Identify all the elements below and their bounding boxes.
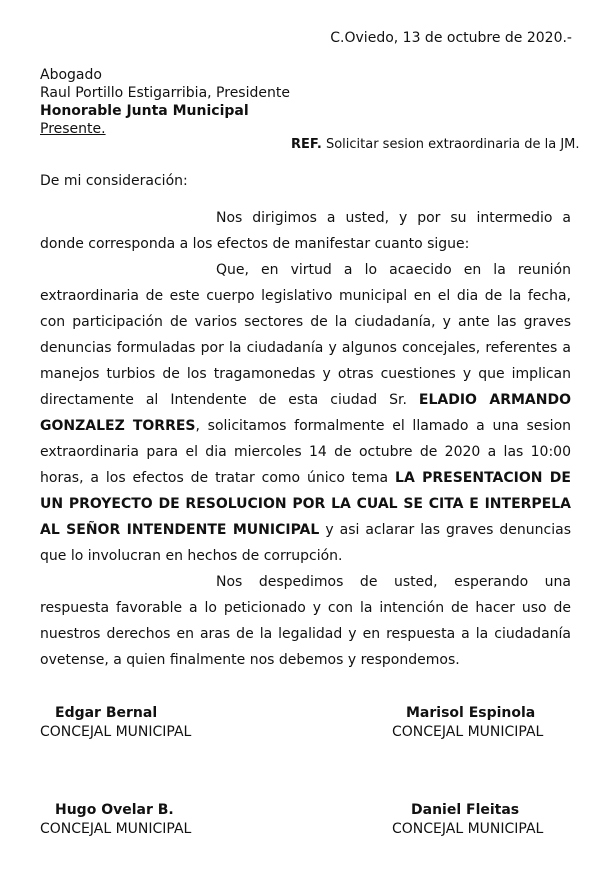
reference-label: REF.: [291, 137, 322, 152]
signer-title: CONCEJAL MUNICIPAL: [40, 821, 192, 837]
signer-title: CONCEJAL MUNICIPAL: [392, 724, 544, 740]
signer-name: Marisol Espinola: [406, 705, 536, 721]
signer-name: Daniel Fleitas: [411, 802, 520, 818]
signature-block: [392, 801, 543, 839]
signer-title: CONCEJAL MUNICIPAL: [40, 724, 192, 740]
paragraph-intro: Nos dirigimos a usted, y por su intermedio a donde corresponda a los efectos de manifestar cuanto sigue:: [40, 210, 571, 252]
signer-name: Edgar Bernal: [55, 705, 158, 721]
signer-name: Hugo Ovelar B.: [55, 802, 174, 818]
reference-line: [291, 137, 580, 152]
greeting: De mi consideración:: [40, 173, 188, 189]
request-text-2: , solicitamos formalmente el llamado a una sesion extraordinaria para el dia miercoles 14 de octubre de 2020 a las 10:00 horas, a los efectos de tratar como único tema: [40, 418, 572, 486]
reference-text: Solicitar sesion extraordinaria de la JM.: [321, 137, 580, 152]
recipient-institution: Honorable Junta Municipal: [40, 103, 249, 119]
intendente-name: ELADIO ARMANDO GONZALEZ TORRES: [40, 392, 572, 434]
recipient-title: Abogado: [40, 67, 102, 83]
recipient-presente: Presente.: [40, 121, 106, 137]
signature-block: [392, 704, 543, 742]
paragraph-request: [40, 257, 571, 569]
session-topic: LA PRESENTACION DE UN PROYECTO DE RESOLUCION POR LA CUAL SE CITA E INTERPELA AL SEÑOR INTENDENTE MUNICIPAL: [40, 470, 571, 538]
recipient-block: [40, 66, 290, 138]
signature-block: [40, 801, 191, 839]
paragraph-closing: Nos despedimos de usted, esperando una respuesta favorable a lo peticionado y con la intención de hacer uso de nuestros derechos en aras de la legalidad y en respuesta a la ciudadanía ovetense, a quien finalmente nos debemos y respondemos.: [40, 574, 571, 668]
request-text-1: Que, en virtud a lo acaecido en la reunión extraordinaria de este cuerpo legislativo municipal en el dia de la fecha, con participación de varios sectores de la ciudadanía, y ante las graves denuncias formuladas por la ciudadanía y algunos concejales, referentes a manejos turbios de los tragamonedas y otras cuestiones y que implican directamente al Intendente de esta ciudad Sr.: [40, 262, 571, 408]
date-line: C.Oviedo, 13 de octubre de 2020.-: [330, 30, 572, 46]
signer-title: CONCEJAL MUNICIPAL: [392, 821, 544, 837]
signature-block: [40, 704, 191, 742]
request-text-3: y asi aclarar las graves denuncias que lo involucran en hechos de corrupción.: [40, 522, 571, 564]
recipient-name: Raul Portillo Estigarribia, Presidente: [40, 85, 290, 101]
letter-body: [40, 205, 571, 673]
